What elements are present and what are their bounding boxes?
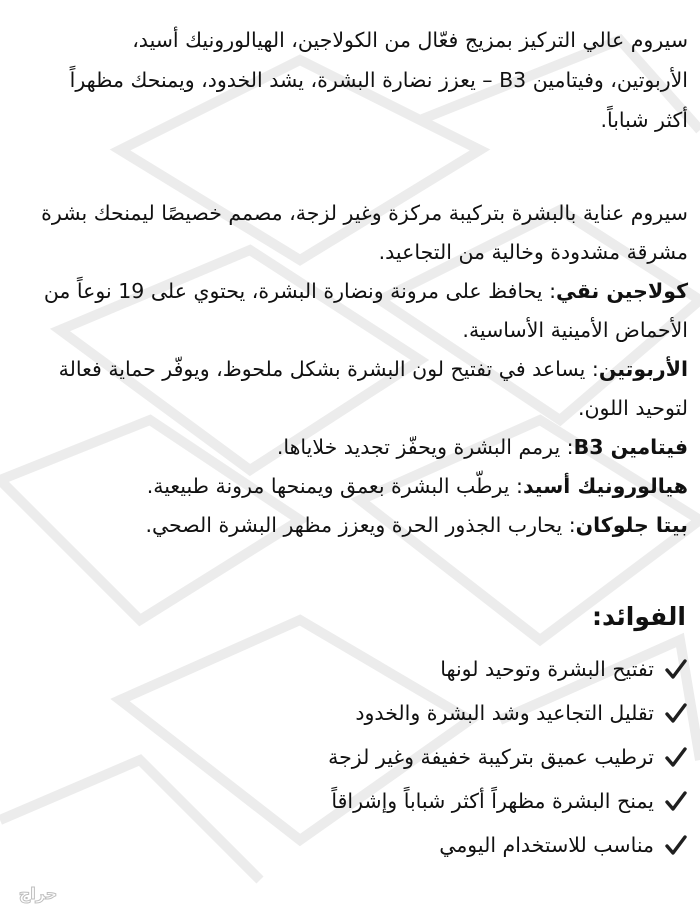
ingredient-description: يساعد في تفتيح لون البشرة بشكل ملحوظ، ويوفّر حماية فعالة (58, 357, 586, 381)
ingredient-separator: : (560, 435, 574, 459)
check-mark-icon (664, 789, 688, 813)
ingredient-description: يحارب الجذور الحرة ويعزز مظهر البشرة الصحي. (145, 513, 563, 537)
benefit-item (14, 779, 688, 823)
ingredient-name: كولاجين نقي (556, 279, 688, 303)
benefit-text: تفتيح البشرة وتوحيد لونها (440, 657, 654, 681)
ingredient-name: الأربوتين (598, 357, 688, 381)
haraj-watermark-logo (6, 881, 70, 905)
benefit-item (14, 647, 688, 691)
ingredient-name: هيالورونيك أسيد (522, 474, 688, 498)
ingredient-item (14, 506, 688, 545)
ingredient-item (14, 272, 688, 350)
ingredient-separator: : (509, 474, 523, 498)
benefit-text: تقليل التجاعيد وشد البشرة والخدود (355, 701, 654, 725)
ingredient-item (14, 350, 688, 428)
check-mark-icon (664, 701, 688, 725)
benefit-text: ترطيب عميق بتركيبة خفيفة وغير لزجة (328, 745, 654, 769)
ingredient-name: بيتا جلوكان (575, 513, 688, 537)
watermark-text: حراج (18, 884, 58, 903)
ingredient-description: يرطّب البشرة بعمق ويمنحها مرونة طبيعية. (146, 474, 510, 498)
ingredient-separator: : (542, 279, 557, 303)
intro-line: سيروم عالي التركيز بمزيج فعّال من الكولاجين، الهيالورونيك أسيد، (132, 28, 688, 52)
benefits-heading: الفوائد: (591, 602, 686, 631)
ingredients-list (14, 272, 688, 545)
benefit-item (14, 735, 688, 779)
intro-line: الأربوتين، وفيتامين B3 – يعزز نضارة البشرة، يشد الخدود، ويمنحك مظهراً (69, 68, 688, 92)
description-line: مشرقة مشدودة وخالية من التجاعيد. (378, 240, 688, 264)
ingredient-separator: : (562, 513, 576, 537)
ingredient-description: يحافظ على مرونة ونضارة البشرة، يحتوي على 19 نوعاً من (43, 279, 543, 303)
benefits-list (14, 647, 688, 867)
ingredient-description: يرمم البشرة ويحفّز تجديد خلاياها. (276, 435, 561, 459)
ingredient-description: لتوحيد اللون. (577, 396, 688, 420)
check-mark-icon (664, 657, 688, 681)
ingredient-name: فيتامين B3 (573, 435, 688, 459)
benefit-text: مناسب للاستخدام اليومي (439, 833, 654, 857)
intro-paragraph (14, 0, 688, 140)
benefit-item (14, 823, 688, 867)
ingredient-item (14, 428, 688, 467)
intro-line: أكثر شباباً. (600, 108, 688, 132)
description-paragraph (14, 194, 688, 272)
check-mark-icon (664, 833, 688, 857)
description-line: سيروم عناية بالبشرة بتركيبة مركزة وغير لزجة، مصمم خصيصًا ليمنحك بشرة (41, 201, 688, 225)
ingredient-separator: : (585, 357, 599, 381)
benefit-text: يمنح البشرة مظهراً أكثر شباباً وإشراقاً (331, 789, 654, 813)
ingredient-description: الأحماض الأمينية الأساسية. (462, 318, 688, 342)
benefit-item (14, 691, 688, 735)
ingredient-item (14, 467, 688, 506)
check-mark-icon (664, 745, 688, 769)
